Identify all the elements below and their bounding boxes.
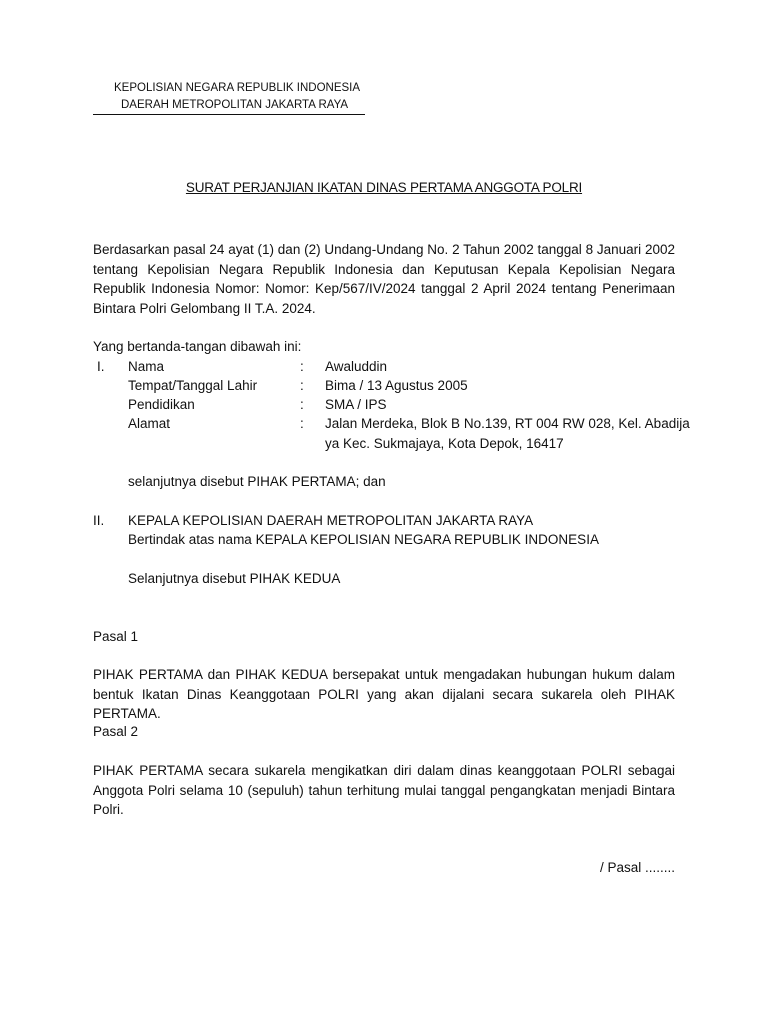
article-2-text: PIHAK PERTAMA secara sukarela mengikatkan diri dalam dinas keanggotaan POLRI sebagai Anggota Polri selama 10 (sepuluh) tahun terhitung mulai tanggal pengangkatan menjadi Bintara Polri.	[93, 763, 675, 817]
field-value-education: SMA / IPS	[325, 397, 387, 412]
continuation-marker: / Pasal ........	[599, 860, 675, 875]
party-two-authority: Bertindak atas nama KEPALA KEPOLISIAN NEGARA REPUBLIK INDONESIA	[128, 532, 599, 547]
party-one-address-cont-row	[0, 434, 768, 454]
article-2-heading: Pasal 2	[93, 724, 139, 739]
field-value-address: Jalan Merdeka, Blok B No.139, RT 004 RW 028, Kel. Abadija	[325, 416, 690, 431]
party-two-number: II.	[93, 513, 105, 528]
party-one-name-row	[0, 357, 768, 377]
letterhead	[93, 80, 365, 115]
article-1-text: PIHAK PERTAMA dan PIHAK KEDUA bersepakat untuk mengadakan hubungan hukum dalam bentuk Ikatan Dinas Keanggotaan POLRI yang akan dijalani secara sukarela oleh PIHAK PERTAMA.	[93, 667, 675, 721]
field-colon: :	[300, 359, 304, 374]
field-colon: :	[300, 416, 304, 431]
party-one-designation: selanjutnya disebut PIHAK PERTAMA; dan	[128, 474, 386, 489]
party-two-designation: Selanjutnya disebut PIHAK KEDUA	[128, 571, 341, 586]
field-label: Nama	[128, 359, 165, 374]
document-title: SURAT PERJANJIAN IKATAN DINAS PERTAMA ANGGOTA POLRI	[185, 180, 583, 195]
party-two-title: KEPALA KEPOLISIAN DAERAH METROPOLITAN JAKARTA RAYA	[128, 513, 534, 528]
field-value-birth: Bima / 13 Agustus 2005	[325, 378, 468, 393]
field-value-address-cont: ya Kec. Sukmajaya, Kota Depok, 16417	[325, 436, 564, 451]
party-one-address-row	[0, 414, 768, 434]
party-one-birth-row	[0, 376, 768, 396]
field-label: Alamat	[128, 416, 171, 431]
signatories-intro: Yang bertanda-tangan dibawah ini:	[93, 339, 302, 354]
field-colon: :	[300, 397, 304, 412]
field-value-name: Awaluddin	[325, 359, 388, 374]
article-1-heading: Pasal 1	[93, 629, 139, 644]
preamble-paragraph: Berdasarkan pasal 24 ayat (1) dan (2) Undang-Undang No. 2 Tahun 2002 tanggal 8 Januari 2002 tentang Kepolisian Negara Republik Indonesia dan Keputusan Kepala Kepolisian Negara Republik Indonesia Nomor: Nomor: Kep/567/IV/2024 tanggal 2 April 2024 tentang Penerimaan Bintara Polri Gelombang II T.A. 2024.	[93, 242, 675, 316]
letterhead-region: DAERAH METROPOLITAN JAKARTA RAYA	[93, 97, 365, 115]
field-label: Pendidikan	[128, 397, 195, 412]
party-one-number: I.	[97, 359, 105, 374]
field-colon: :	[300, 378, 304, 393]
party-one-education-row	[0, 395, 768, 415]
field-label: Tempat/Tanggal Lahir	[128, 378, 258, 393]
letterhead-institution: KEPOLISIAN NEGARA REPUBLIK INDONESIA	[114, 82, 361, 94]
